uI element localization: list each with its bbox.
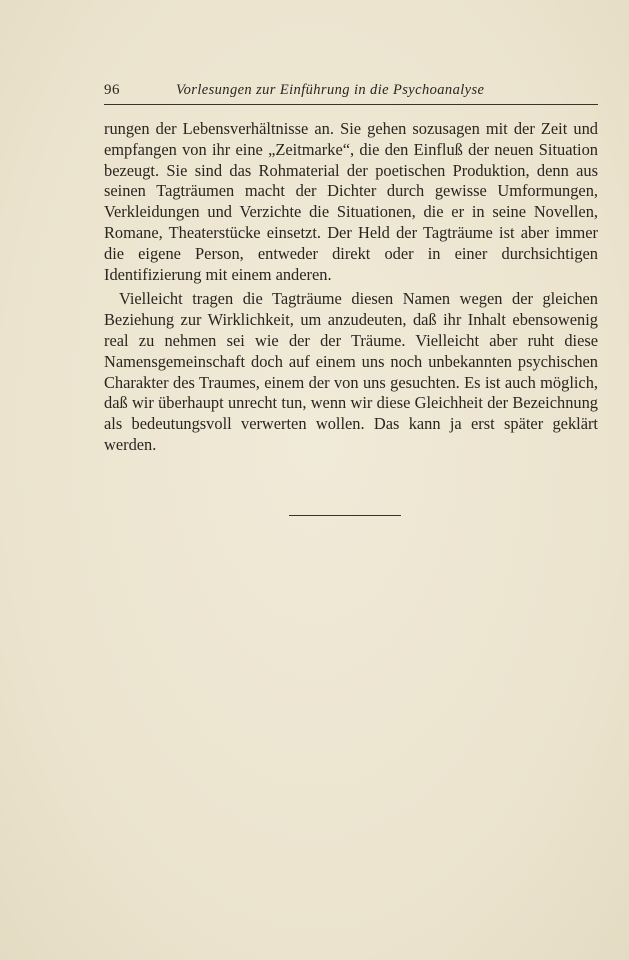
header-rule <box>104 104 598 105</box>
body-text <box>104 119 598 456</box>
paragraph: rungen der Lebensverhältnisse an. Sie gehen sozusagen mit der Zeit und empfangen von ihr eine „Zeitmarke“, die den Einfluß der neuen Situation bezeugt. Sie sind das Rohmaterial der poetischen Produktion, denn aus seinen Tagträumen macht der Dichter durch gewisse Umformungen, Verkleidungen und Verzichte die Situationen, die er in seine Novellen, Romane, Theaterstücke einsetzt. Der Held der Tagträume ist aber immer die eigene Person, entweder direkt oder in einer durchsichtigen Identifizierung mit einem anderen. <box>104 119 598 284</box>
page-number: 96 <box>104 82 120 98</box>
running-title: Vorlesungen zur Einführung in die Psychoanalyse <box>176 82 485 98</box>
section-end-rule <box>289 515 401 516</box>
page-header <box>104 82 598 104</box>
paragraph: Vielleicht tragen die Tagträume diesen Namen wegen der gleichen Beziehung zur Wirklichkeit, um anzudeuten, daß ihr Inhalt ebensowenig real zu nehmen sei wie der der Träume. Vielleicht aber ruht diese Namensgemeinschaft doch auf einem uns noch unbekannten psychischen Charakter des Traumes, einem der von uns gesuchten. Es ist auch möglich, daß wir überhaupt unrecht tun, wenn wir diese Gleichheit der Bezeichnung als bedeutungsvoll verwerten wollen. Das kann ja erst später geklärt werden. <box>104 289 598 454</box>
